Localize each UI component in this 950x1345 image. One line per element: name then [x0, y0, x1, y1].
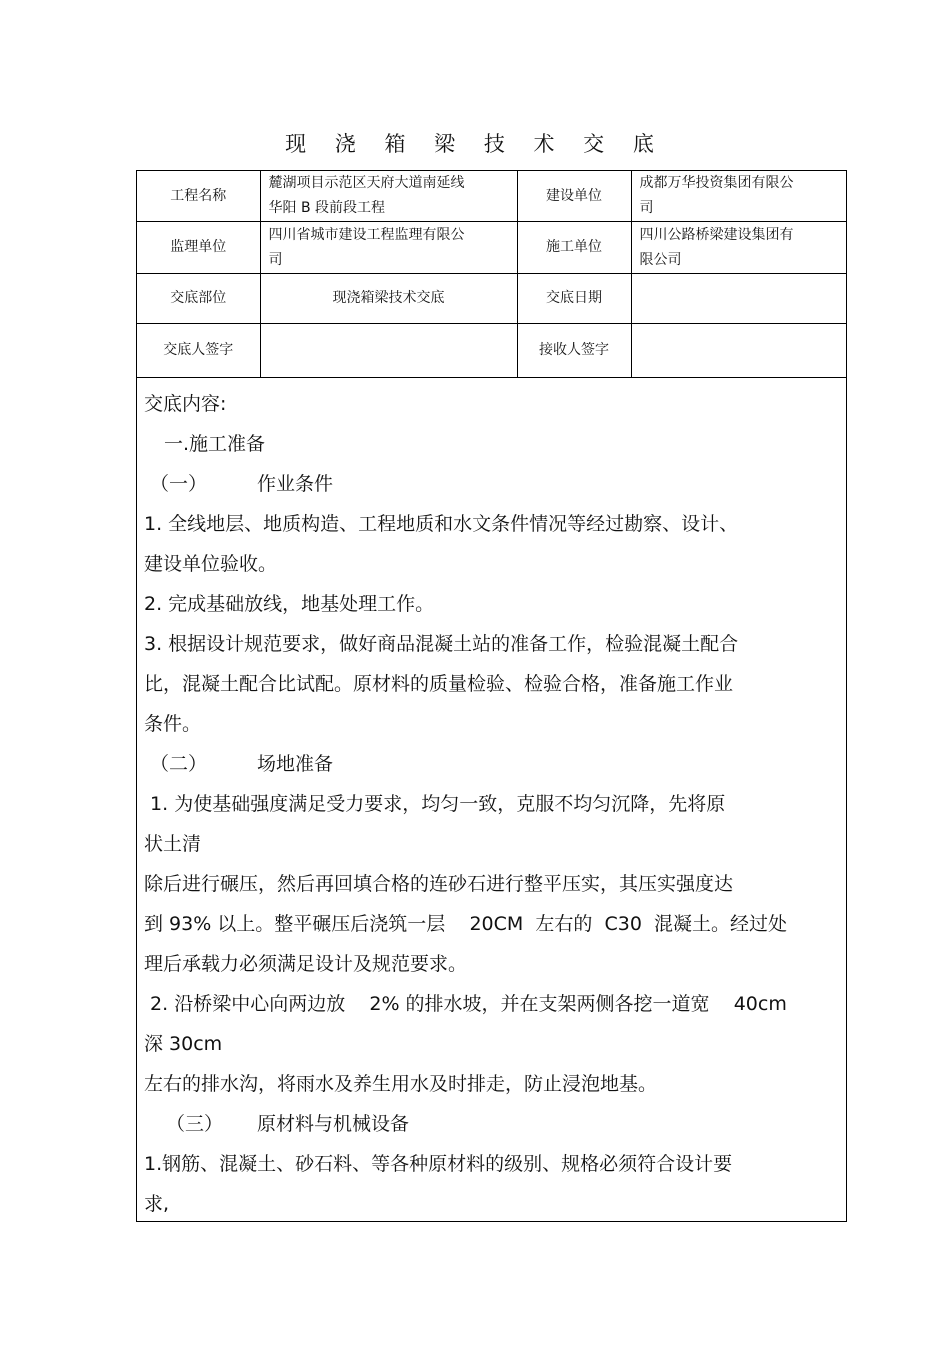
- part-value: 现浇箱梁技术交底: [260, 274, 517, 324]
- supervisor-label: 监理单位: [137, 222, 260, 274]
- paragraph-line: 2. 沿桥梁中心向两边放 2% 的排水坡，并在支架两侧各挖一道宽 40cm: [144, 993, 787, 1015]
- info-table: [137, 171, 846, 378]
- table-row: [137, 222, 846, 274]
- content-heading: 交底内容:: [144, 393, 227, 415]
- date-value[interactable]: [631, 274, 846, 324]
- subsection-number: （二）: [150, 753, 208, 775]
- builder-label: 建设单位: [517, 171, 631, 222]
- paragraph-line: 3. 根据设计规范要求，做好商品混凝土站的准备工作，检验混凝土配合: [144, 633, 739, 655]
- paragraph-line: 1. 全线地层、地质构造、工程地质和水文条件情况等经过勘察、设计、: [144, 513, 739, 535]
- contractor-value: [631, 222, 846, 274]
- project-name-label: 工程名称: [137, 171, 260, 222]
- builder-value: [631, 171, 846, 222]
- project-name-value: [260, 171, 517, 222]
- builder-line-2: 司: [639, 200, 654, 216]
- paragraph-line: 深 30cm: [144, 1033, 223, 1055]
- part-label: 交底部位: [137, 274, 260, 324]
- supervisor-line-2: 司: [268, 251, 283, 268]
- paragraph-line: 到 93% 以上。整平碾压后浇筑一层 20CM 左右的 C30 混凝土。经过处: [144, 913, 787, 935]
- paragraph-line: 除后进行碾压，然后再回填合格的连砂石进行整平压实，其压实强度达: [144, 873, 734, 895]
- table-row: [137, 324, 846, 378]
- contractor-line-1: 四川公路桥梁建设集团有: [639, 226, 794, 243]
- disclosure-content: [137, 378, 846, 1224]
- subsection-title: 场地准备: [257, 753, 334, 775]
- paragraph-line: 条件。: [144, 713, 202, 735]
- paragraph-line: 左右的排水沟，将雨水及养生用水及时排走，防止浸泡地基。: [144, 1073, 658, 1095]
- subsection-title: 作业条件: [257, 473, 334, 495]
- paragraph-line: 1.钢筋、混凝土、砂石料、等各种原材料的级别、规格必须符合设计要: [144, 1153, 733, 1175]
- paragraph-line: 理后承载力必须满足设计及规范要求。: [144, 953, 468, 975]
- paragraph-line: 1. 为使基础强度满足受力要求，均匀一致，克服不均匀沉降，先将原: [144, 793, 726, 815]
- supervisor-value: [260, 222, 517, 274]
- subsection-heading: [144, 464, 846, 504]
- paragraph-line: 求,: [144, 1193, 170, 1215]
- document-title: 现 浇 箱 梁 技 术 交 底: [285, 132, 665, 156]
- disclosure-sheet: [136, 170, 847, 1222]
- paragraph-line: 建设单位验收。: [144, 553, 278, 575]
- contractor-line-2: 限公司: [639, 251, 682, 268]
- table-row: [137, 171, 846, 222]
- receiver-signature[interactable]: [631, 324, 846, 378]
- discloser-label: 交底人签字: [137, 324, 260, 378]
- project-name-line-2: 华阳 B 段前段工程: [268, 200, 386, 216]
- date-label: 交底日期: [517, 274, 631, 324]
- contractor-label: 施工单位: [517, 222, 631, 274]
- subsection-heading: [144, 1104, 846, 1144]
- paragraph-line: 2. 完成基础放线，地基处理工作。: [144, 593, 435, 615]
- builder-line-1: 成都万华投资集团有限公: [639, 175, 794, 191]
- paragraph-line: 比，混凝土配合比试配。原材料的质量检验、检验合格，准备施工作业: [144, 673, 734, 695]
- subsection-heading: [144, 744, 846, 784]
- project-name-line-1: 麓湖项目示范区天府大道南延线: [268, 175, 465, 191]
- table-row: [137, 274, 846, 324]
- subsection-number: （一）: [150, 473, 208, 495]
- subsection-title: 原材料与机械设备: [257, 1113, 410, 1135]
- paragraph-line: 状土清: [144, 833, 202, 855]
- subsection-number: （三）: [166, 1113, 224, 1135]
- receiver-label: 接收人签字: [517, 324, 631, 378]
- discloser-signature[interactable]: [260, 324, 517, 378]
- supervisor-line-1: 四川省城市建设工程监理有限公: [268, 226, 465, 243]
- section-heading: 一.施工准备: [164, 433, 266, 455]
